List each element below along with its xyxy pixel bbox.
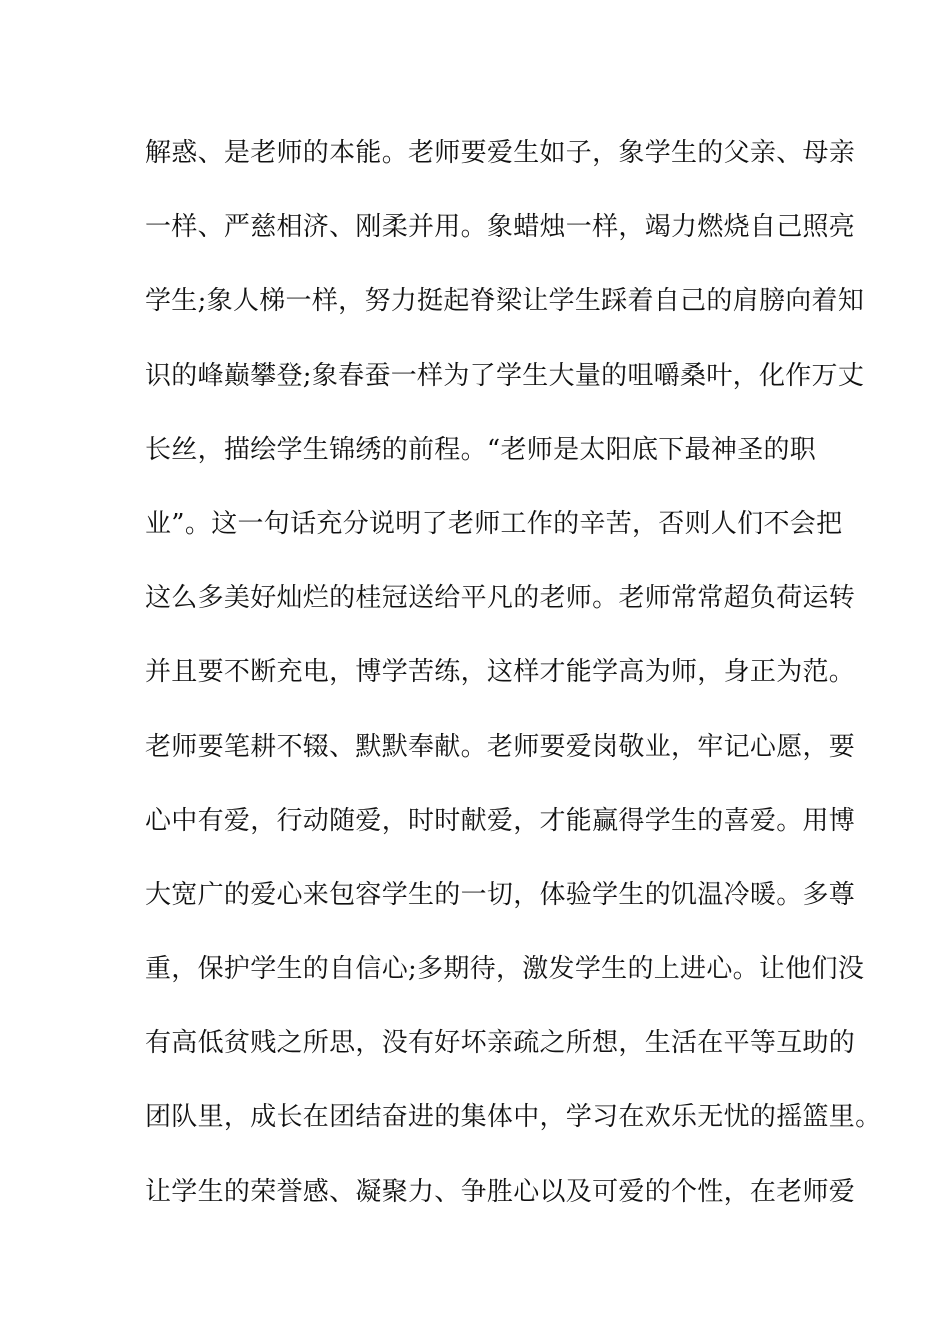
text-line: 心中有爱，行动随爱，时时献爱，才能赢得学生的喜爱。用博 (145, 805, 856, 836)
text-line: 一样、严慈相济、刚柔并用。象蜡烛一样，竭力燃烧自己照亮 (145, 212, 856, 243)
text-line: 大宽广的爱心来包容学生的一切，体验学生的饥温冷暖。多尊 (145, 879, 856, 910)
text-line: 有高低贫贱之所思，没有好坏亲疏之所想，生活在平等互助的 (145, 1028, 856, 1059)
text-line: 团队里，成长在团结奋进的集体中，学习在欢乐无忧的摇篮里。 (145, 1102, 882, 1133)
text-line: 并且要不断充电，博学苦练，这样才能学高为师，身正为范。 (145, 657, 856, 688)
text-line: 重，保护学生的自信心;多期待，激发学生的上进心。让他们没 (145, 954, 865, 985)
text-line: 这么多美好灿烂的桂冠送给平凡的老师。老师常常超负荷运转 (145, 583, 856, 614)
text-line: 长丝，描绘学生锦绣的前程。“老师是太阳底下最神圣的职 (145, 434, 817, 465)
text-line: 解惑、是老师的本能。老师要爱生如子，象学生的父亲、母亲 (145, 138, 856, 168)
text-line: 让学生的荣誉感、凝聚力、争胜心以及可爱的个性，在老师爱 (145, 1176, 856, 1207)
text-line: 老师要笔耕不辍、默默奉献。老师要爱岗敬业，牢记心愿，要 (145, 731, 856, 762)
text-line: 识的峰巅攀登;象春蚕一样为了学生大量的咀嚼桑叶，化作万丈 (145, 360, 865, 391)
text-line: 业”。这一句话充分说明了老师工作的辛苦，否则人们不会把 (145, 508, 843, 539)
body-text (145, 128, 882, 1241)
text-line: 学生;象人梯一样，努力挺起脊梁让学生踩着自己的肩膀向着知 (145, 286, 865, 317)
